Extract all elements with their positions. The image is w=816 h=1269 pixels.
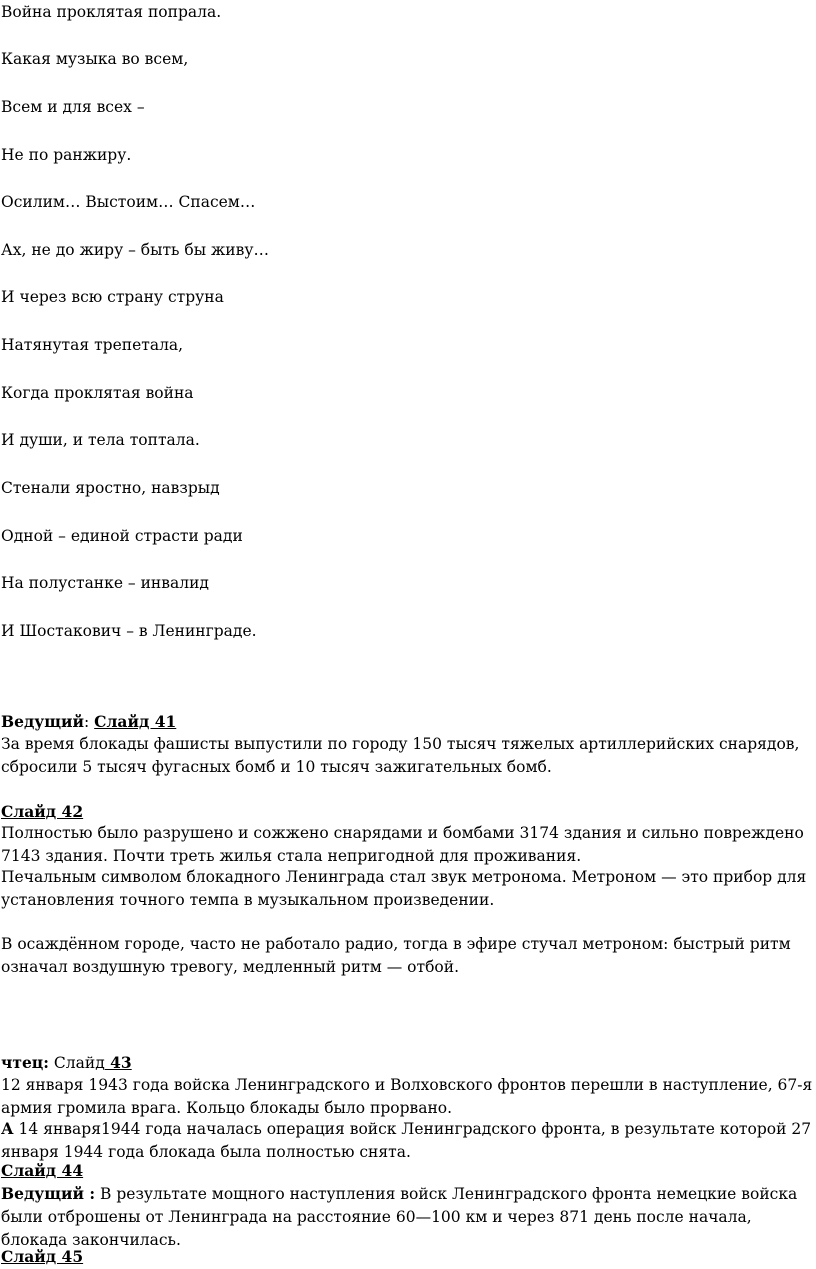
slide-44-paragraph <box>1 1182 815 1252</box>
poem-line: Какая музыка во всем, <box>1 50 189 68</box>
poem-line: Война проклятая попрала. <box>1 3 222 21</box>
slide-42-heading <box>1 800 815 824</box>
slide-number: Слайд 45 <box>1 1247 84 1266</box>
poem-line: На полустанке – инвалид <box>1 574 209 592</box>
slide-number: Слайд 44 <box>1 1161 84 1180</box>
poem-line: И души, и тела топтала. <box>1 431 200 449</box>
paragraph-text: 14 января1944 года началась операция войск Ленинградского фронта, в результате которой 27 января 1944 года блокада была полностью снята. <box>1 1120 812 1161</box>
speaker-label: чтец: <box>1 1053 49 1072</box>
slide-42-paragraph: Печальным символом блокадного Ленинграда стал звук метронома. Метроном — это прибор для установления точного темпа в музыкальном произведении. <box>1 868 807 909</box>
slide-45-heading <box>1 1245 815 1269</box>
slide-43-paragraph: 12 января 1943 года войска Ленинградского и Волховского фронтов перешли в наступление, 67-я армия громила врага. Кольцо блокады было прорвано. <box>1 1076 813 1117</box>
poem-line: Осилим… Выстоим… Спасем… <box>1 193 256 211</box>
slide-43-paragraph <box>1 1117 815 1164</box>
slide-number: Слайд 42 <box>1 802 84 821</box>
slide-44-heading <box>1 1159 815 1183</box>
speaker-label: Ведущий <box>1 712 84 731</box>
poem-line: Ах, не до жиру – быть бы живу… <box>1 241 269 259</box>
poem-line: Всем и для всех – <box>1 98 145 116</box>
slide-41-text: За время блокады фашисты выпустили по городу 150 тысяч тяжелых артиллерийских снарядов, сбросили 5 тысяч фугасных бомб и 10 тысяч зажигательных бомб. <box>1 735 800 776</box>
speaker-label: Ведущий : <box>1 1184 96 1203</box>
lead-letter: А <box>1 1119 14 1138</box>
poem-line: Натянутая трепетала, <box>1 336 184 354</box>
slide-42-paragraph: Полностью было разрушено и сожжено снарядами и бомбами 3174 здания и сильно повреждено 7143 здания. Почти треть жилья стала непригодной для проживания. <box>1 824 804 865</box>
paragraph-text: В результате мощного наступления войск Ленинградского фронта немецкие войска были отброшены от Ленинграда на расстояние 60—100 км и через 871 день после начала, блокада закончилась. <box>1 1185 798 1249</box>
slide-41-heading <box>1 710 815 734</box>
slide-42-paragraph: В осаждённом городе, часто не работало радио, тогда в эфире стучал метроном: быстрый ритм означал воздушную тревогу, медленный ритм — отбой. <box>1 935 791 976</box>
slide-word: Слайд <box>48 1054 105 1072</box>
colon: : <box>83 713 90 731</box>
poem-line: Стенали яростно, навзрыд <box>1 479 220 497</box>
poem-line: Не по ранжиру. <box>1 146 132 164</box>
poem-line: И Шостакович – в Ленинграде. <box>1 622 257 640</box>
poem-line: И через всю страну струна <box>1 288 224 306</box>
poem-line: Когда проклятая война <box>1 384 194 402</box>
slide-number: Слайд 41 <box>94 712 177 731</box>
poem-line: Одной – единой страсти ради <box>1 527 243 545</box>
slide-43-heading <box>1 1051 815 1075</box>
slide-number: 43 <box>104 1053 132 1072</box>
